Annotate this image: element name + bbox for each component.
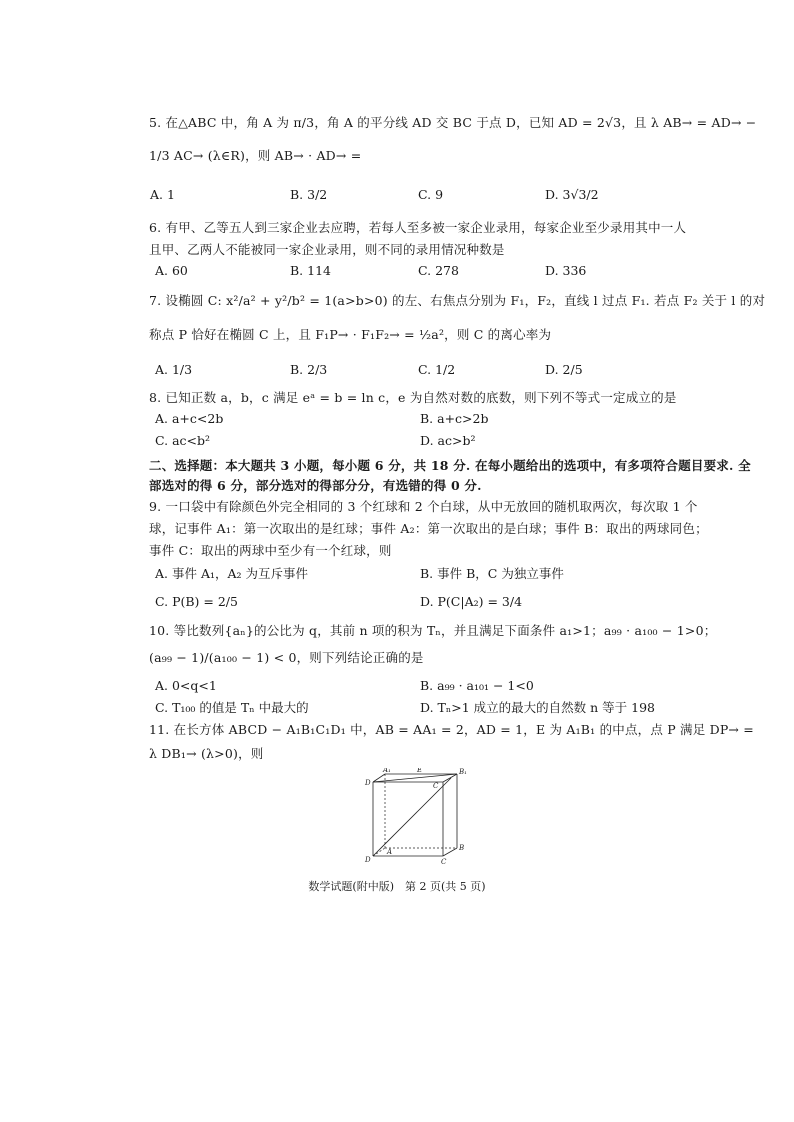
q10-line2: (a₉₉ − 1)/(a₁₀₀ − 1) < 0，则下列结论正确的是 [149,650,424,665]
q8-line1: 8. 已知正数 a，b，c 满足 eᵃ = b = ln c，e 为自然对数的底数，则下列不等式一定成立的是 [149,390,677,405]
hidden-edge-d-a [373,848,385,856]
q5-option-d: D. 3√3/2 [545,187,599,202]
q5-line1: 5. 在△ABC 中，角 A 为 π/3，角 A 的平分线 AD 交 BC 于点 D，已知 AD = 2√3，且 λ AB→ = AD→ − [149,115,757,130]
label-a: A [387,848,393,856]
q9-option-d: D. P(C|A₂) = 3/4 [420,594,523,609]
q9-line1: 9. 一口袋中有除颜色外完全相同的 3 个红球和 2 个白球，从中无放回的随机取两次，每次取 1 个 [149,499,698,514]
label-b: B [459,844,465,852]
q9-line3: 事件 C：取出的两球中至少有一个红球，则 [149,543,392,558]
q11-line2: λ DB₁→ (λ>0)，则 [149,746,264,761]
q10-option-c: C. T₁₀₀ 的值是 Tₙ 中最大的 [155,700,309,715]
q5-option-c: C. 9 [418,187,444,202]
q5-line2: 1/3 AC→ (λ∈R)，则 AB→ · AD→ = [149,148,362,163]
label-d1: D [365,779,371,787]
q7-line2: 称点 P 恰好在椭圆 C 上，且 F₁P→ · F₁F₂→ = ½a²，则 C 的离心率为 [149,327,552,342]
diagonal-d-b1 [373,778,451,856]
q7-option-d: D. 2/5 [545,362,583,377]
q7-option-a: A. 1/3 [155,362,193,377]
q9-option-a: A. 事件 A₁，A₂ 为互斥事件 [155,566,308,581]
q5-option-a: A. 1 [150,187,175,202]
page-footer: 数学试题(附中版) 第 2 页(共 5 页) [308,880,486,893]
label-e: E [417,768,423,774]
q9-option-b: B. 事件 B，C 为独立事件 [420,566,564,581]
q11-line1: 11. 在长方体 ABCD − A₁B₁C₁D₁ 中，AB = AA₁ = 2，AD = 1，E 为 A₁B₁ 的中点，点 P 满足 DP→ = [149,722,754,737]
label-c1: C [433,782,439,790]
label-b1: B₁ [459,768,467,776]
q10-option-d: D. Tₙ>1 成立的最大的自然数 n 等于 198 [420,700,655,715]
section2-line1: 二、选择题：本大题共 3 小题，每小题 6 分，共 18 分. 在每小题给出的选项中，有多项符合题目要求. 全 [149,458,751,473]
q10-option-a: A. 0<q<1 [155,678,217,693]
q6-option-b: B. 114 [290,263,331,278]
q10-line1: 10. 等比数列{aₙ}的公比为 q，其前 n 项的积为 Tₙ，并且满足下面条件 a₁>1；a₉₉ · a₁₀₀ − 1>0； [149,623,717,638]
q7-line1: 7. 设椭圆 C: x²/a² + y²/b² = 1(a>b>0) 的左、右焦点分别为 F₁，F₂，直线 l 过点 F₁. 若点 F₂ 关于 l 的对 [149,293,766,308]
q8-option-d: D. ac>b² [420,433,476,448]
q10-option-b: B. a₉₉ · a₁₀₁ − 1<0 [420,678,534,693]
label-c: C [441,858,447,866]
q7-option-c: C. 1/2 [418,362,456,377]
q6-line2: 且甲、乙两人不能被同一家企业录用，则不同的录用情况种数是 [149,242,505,257]
label-d: D [365,856,371,864]
q9-line2: 球，记事件 A₁：第一次取出的是红球；事件 A₂：第一次取出的是白球；事件 B：取出的两球同色； [149,521,708,536]
q8-option-b: B. a+c>2b [420,411,489,426]
q9-option-c: C. P(B) = 2/5 [155,594,238,609]
q6-line1: 6. 有甲、乙等五人到三家企业去应聘，若每人至多被一家企业录用，每家企业至少录用其中一人 [149,220,687,235]
q6-option-c: C. 278 [418,263,459,278]
cuboid-figure [355,768,495,868]
q8-option-c: C. ac<b² [155,433,211,448]
q6-option-d: D. 336 [545,263,587,278]
q6-option-a: A. 60 [155,263,188,278]
q8-option-a: A. a+c<2b [155,411,224,426]
q5-option-b: B. 3/2 [290,187,328,202]
section2-line2: 部选对的得 6 分，部分选对的得部分分，有选错的得 0 分. [149,478,482,493]
q7-option-b: B. 2/3 [290,362,328,377]
label-a1: A₁ [383,768,391,774]
edge-c-b [443,848,457,856]
